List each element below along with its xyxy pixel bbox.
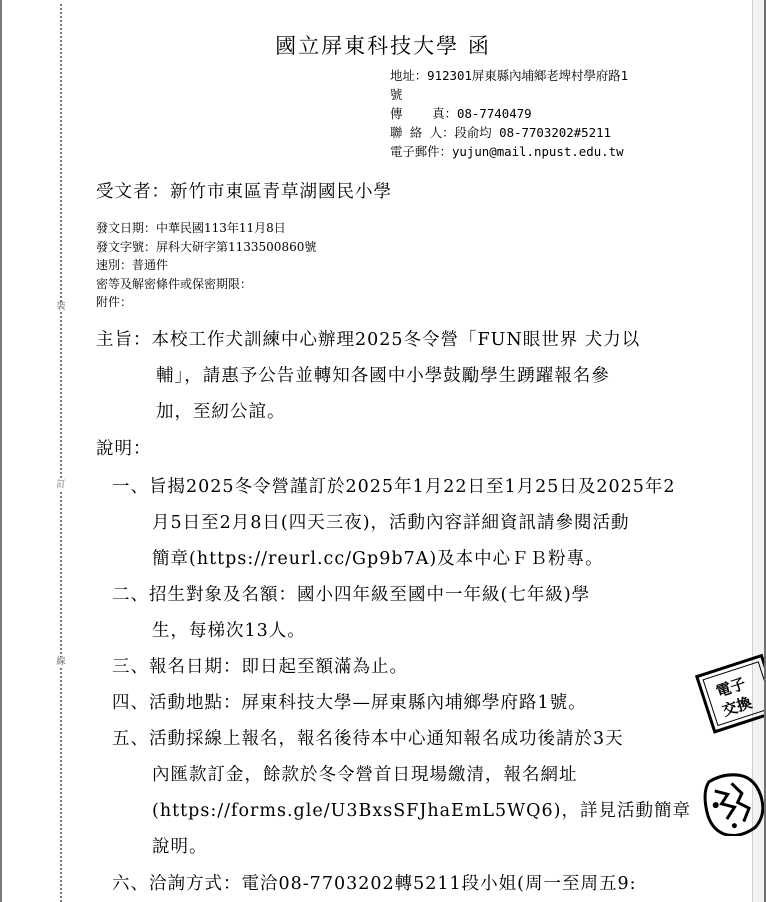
address-line-2: 號 bbox=[390, 87, 403, 102]
delivery-speed: 速別：普通件 bbox=[96, 258, 169, 273]
item-6-line-1: 六、洽詢方式：電洽08-7703202轉5211段小姐(周一至周五9: bbox=[112, 874, 637, 894]
item-5-line-1: 五、活動採線上報名，報名後待本中心通知報名成功後請於3天 bbox=[112, 729, 624, 749]
document-number: 發文字號：屏科大研字第1133500860號 bbox=[96, 239, 317, 254]
issue-date: 發文日期：中華民國113年11月8日 bbox=[96, 221, 286, 235]
contact-person-line: 聯 絡 人：段俞均 08-7703202#5211 bbox=[390, 125, 612, 140]
electronic-exchange-stamp bbox=[694, 652, 764, 736]
address-line-1: 地址：912301屏東縣內埔鄉老埤村學府路1 bbox=[390, 68, 629, 83]
subject-line-2: 輔」，請惠予公告並轉知各國中小學鼓勵學生踴躍報名參 bbox=[156, 366, 610, 386]
recipient-line: 受文者：新竹市東區青草湖國民小學 bbox=[96, 182, 392, 202]
seal-stamp bbox=[700, 770, 764, 836]
item-1-line-1: 一、旨揭2025冬令營謹訂於2025年1月22日至1月25日及2025年2 bbox=[112, 477, 676, 497]
binding-mark-xian: 線 bbox=[56, 657, 66, 667]
attachment-line: 附件： bbox=[96, 295, 133, 310]
explanation-label: 說明： bbox=[96, 439, 152, 459]
svg-text:電子: 電子 bbox=[713, 674, 748, 701]
subject-line-3: 加，至紉公誼。 bbox=[156, 402, 286, 422]
viewer-left-edge bbox=[0, 0, 2, 902]
security-level: 密等及解密條件或保密期限： bbox=[96, 276, 253, 291]
item-4-line-1: 四、活動地點：屏東科技大學—屏東縣內埔鄉學府路1號。 bbox=[112, 693, 587, 713]
item-2-line-2: 生，每梯次13人。 bbox=[152, 621, 306, 641]
item-1-line-2: 月5日至2月8日(四天三夜)，活動內容詳細資訊請參閱活動 bbox=[152, 513, 630, 533]
binding-mark-zhuang: 裝 bbox=[56, 302, 66, 312]
email-line: 電子郵件：yujun@mail.npust.edu.tw bbox=[390, 144, 624, 159]
fax-line: 傳 真：08-7740479 bbox=[390, 106, 532, 121]
document-meta-block bbox=[96, 219, 316, 312]
item-5-line-4: 說明。 bbox=[152, 837, 208, 857]
binding-dotted-line bbox=[60, 4, 62, 902]
item-3-line-1: 三、報名日期：即日起至額滿為止。 bbox=[112, 657, 408, 677]
sender-contact-block bbox=[390, 66, 628, 161]
item-2-line-1: 二、招生對象及名額：國小四年級至國中一年級(七年級)學 bbox=[112, 585, 591, 605]
binding-mark-ding: 訂 bbox=[56, 480, 66, 490]
svg-text:交換: 交換 bbox=[720, 693, 755, 720]
item-1-line-3: 簡章(https://reurl.cc/Gp9b7A)及本中心ＦＢ粉專。 bbox=[152, 549, 604, 569]
subject-line-1: 主旨：本校工作犬訓練中心辦理2025冬令營「FUN眼世界 犬力以 bbox=[96, 330, 641, 350]
item-5-line-2: 內匯款訂金，餘款於冬令營首日現場繳清，報名網址 bbox=[152, 765, 578, 785]
document-title: 國立屏東科技大學 函 bbox=[275, 34, 491, 58]
item-5-line-3: (https://forms.gle/U3BxsSFJhaEmL5WQ6)，詳見活動簡章 bbox=[152, 801, 691, 821]
